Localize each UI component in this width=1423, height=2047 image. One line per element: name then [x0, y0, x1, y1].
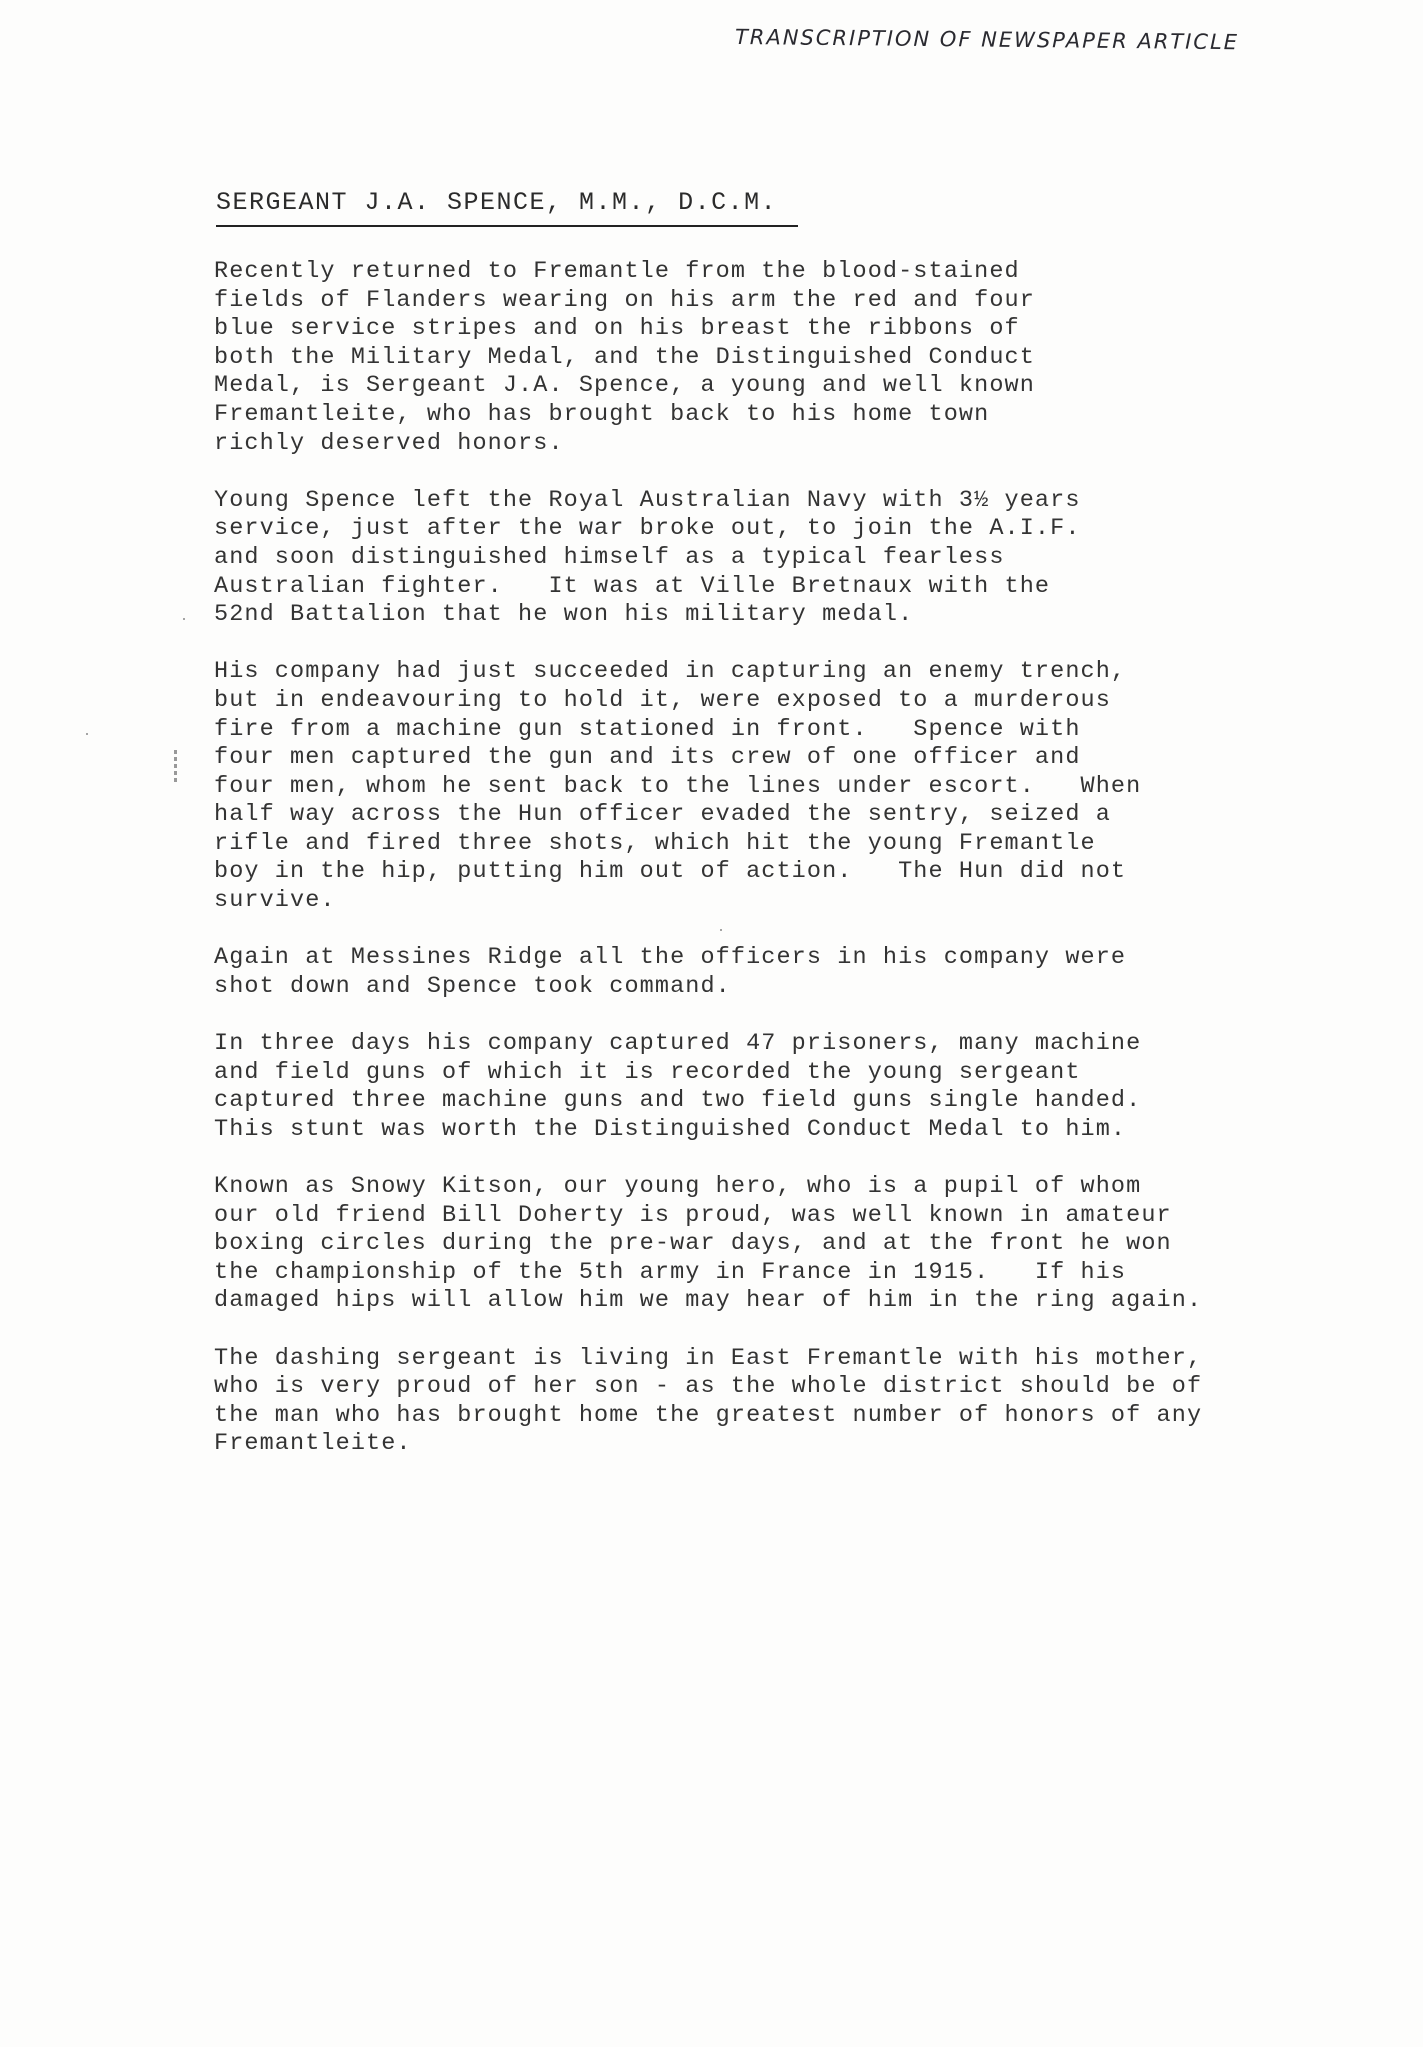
article-line: and field guns of which it is recorded the young sergeant [214, 1058, 1081, 1086]
article-line: boxing circles during the pre-war days, and at the front he won [214, 1230, 1172, 1258]
article-line: Young Spence left the Royal Australian Navy with 3½ years [214, 486, 1081, 514]
article-line: four men, whom he sent back to the lines under escort. When [214, 772, 1142, 800]
handwritten-header-note: TRANSCRIPTION OF NEWSPAPER ARTICLE [734, 24, 1240, 55]
article-paragraph [214, 1030, 1334, 1144]
article-line: half way across the Hun officer evaded the sentry, seized a [214, 801, 1111, 829]
article-line: In three days his company captured 47 prisoners, many machine [214, 1030, 1142, 1058]
article-line: damaged hips will allow him we may hear of him in the ring again. [214, 1287, 1203, 1315]
article-line: This stunt was worth the Distinguished Conduct Medal to him. [214, 1115, 1127, 1143]
article-line: shot down and Spence took command. [214, 972, 731, 1000]
article-paragraph [214, 658, 1334, 915]
article-line: four men captured the gun and its crew of one officer and [214, 744, 1081, 772]
article-line: 52nd Battalion that he won his military medal. [214, 601, 914, 629]
article-paragraph [214, 944, 1334, 1001]
article-line: boy in the hip, putting him out of action. The Hun did not [214, 858, 1127, 886]
article-line: Australian fighter. It was at Ville Bretnaux with the [214, 572, 1051, 600]
stray-dot [86, 733, 88, 735]
article-line: the championship of the 5th army in France in 1915. If his [214, 1258, 1127, 1286]
article-line: Known as Snowy Kitson, our young hero, who is a pupil of whom [214, 1173, 1142, 1200]
article-line: Fremantleite. [214, 1430, 412, 1458]
article-line: our old friend Bill Doherty is proud, was well known in amateur [214, 1201, 1172, 1229]
article-line: fields of Flanders wearing on his arm the red and four [214, 286, 1035, 314]
article-line: fire from a machine gun stationed in front. Spence with [214, 715, 1081, 743]
article-paragraph [214, 1173, 1334, 1316]
article-paragraph [214, 487, 1334, 630]
article-line: who is very proud of her son - as the whole district should be of [214, 1373, 1203, 1401]
article-line: Again at Messines Ridge all the officers in his company were [214, 944, 1127, 972]
stray-dot [720, 929, 722, 931]
article-line: both the Military Medal, and the Distinguished Conduct [214, 343, 1035, 371]
article-line: blue service stripes and on his breast the ribbons of [214, 315, 1020, 343]
article-line: richly deserved honors. [214, 429, 564, 457]
article-line: The dashing sergeant is living in East Fremantle with his mother, [214, 1344, 1203, 1372]
article-line: Fremantleite, who has brought back to his home town [214, 400, 990, 428]
article-heading [216, 188, 798, 227]
article-line: Recently returned to Fremantle from the blood-stained [214, 258, 1020, 285]
article-line: survive. [214, 887, 336, 915]
article-line: rifle and fired three shots, which hit the young Fremantle [214, 829, 1096, 857]
article-line: service, just after the war broke out, to join the A.I.F. [214, 515, 1081, 543]
article-line: His company had just succeeded in capturing an enemy trench, [214, 658, 1127, 686]
article-body [214, 258, 1334, 1488]
article-line: the man who has brought home the greatest number of honors of any [214, 1401, 1203, 1429]
title-underline [216, 225, 798, 227]
article-line: but in endeavouring to hold it, were exposed to a murderous [214, 686, 1111, 714]
article-line: captured three machine guns and two field guns single handed. [214, 1087, 1142, 1115]
stray-dot [183, 618, 185, 620]
article-paragraph [214, 258, 1334, 458]
article-paragraph [214, 1345, 1334, 1459]
article-line: and soon distinguished himself as a typical fearless [214, 543, 1005, 571]
article-line: Medal, is Sergeant J.A. Spence, a young and well known [214, 372, 1035, 400]
article-title: SERGEANT J.A. SPENCE, M.M., D.C.M. [216, 188, 778, 217]
margin-mark [174, 750, 177, 782]
